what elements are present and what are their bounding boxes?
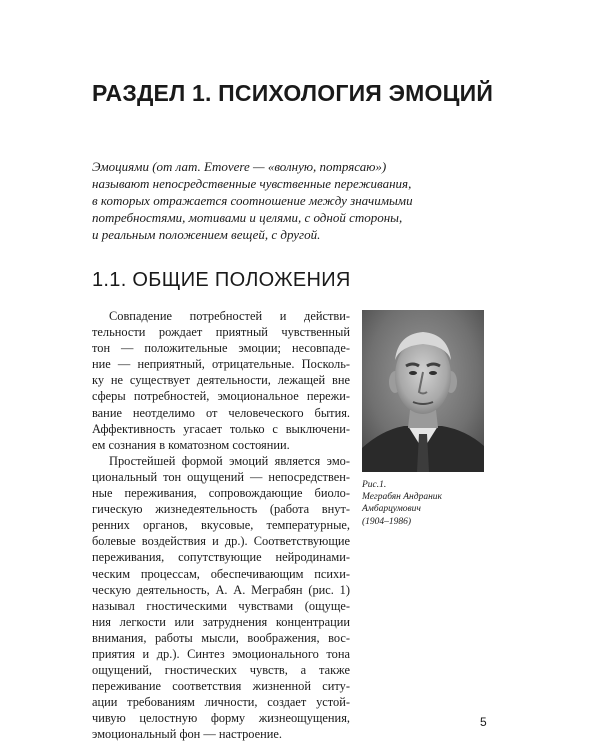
body-line: Аффективность угасает только с выключени-	[92, 421, 350, 436]
body-line: чивую целостную форму жизнеощущения,	[92, 711, 350, 726]
body-line: тельности рождает приятный чувственный	[92, 325, 350, 340]
body-line: Простейшей формой эмоций является эмо-	[109, 453, 350, 468]
body-line: Совпадение потребностей и действи-	[109, 309, 350, 323]
chapter-title: РАЗДЕЛ 1. ПСИХОЛОГИЯ ЭМОЦИЙ	[92, 80, 494, 106]
epigraph-line: в которых отражается соотношение между значимыми	[92, 193, 413, 208]
section-title: 1.1. ОБЩИЕ ПОЛОЖЕНИЯ	[92, 269, 351, 291]
body-line: ем сознания в коматозном состоянии.	[92, 437, 290, 452]
body-line: ации требованиям личности, создает устой-	[92, 695, 350, 710]
body-line: ренних органов, вкусовые, температурные,	[92, 518, 350, 533]
body-line: ные переживания, сопровождающие биоло-	[92, 486, 350, 501]
body-line: переживания, сопутствующие нейродинами-	[92, 550, 350, 565]
caption-line: Рис.1.	[362, 480, 387, 490]
body-line: циональный тон ощущений — непосредствен-	[92, 469, 350, 484]
body-line: приятия и др.). Синтез эмоционального тона	[92, 646, 350, 661]
epigraph-line: Эмоциями (от лат. Emovere — «волную, потрясаю»)	[92, 159, 387, 174]
body-line: болевые воздействия и др.). Соответствующие	[92, 534, 350, 549]
body-line: ния легкости или затруднения концентрации	[92, 614, 350, 629]
caption-line: Амбарцумович	[362, 504, 421, 515]
body-line: внимания, работы мысли, воображения, вос-	[92, 630, 350, 645]
epigraph-line: называют непосредственные чувственные переживания,	[92, 176, 412, 191]
body-line: ощущений, гностических чувств, а также	[92, 663, 350, 678]
caption-line: Меграбян Андраник	[362, 492, 442, 503]
epigraph	[92, 158, 432, 243]
body-line: эмоциональный фон — настроение.	[92, 727, 282, 742]
body-line: ческую деятельность, А. А. Меграбян (рис. 1)	[92, 582, 350, 597]
figure-caption	[362, 479, 492, 528]
epigraph-line: и реальным положением вещей, с другой.	[92, 227, 321, 242]
body-line: тон — положительные эмоции; несовпаде-	[92, 341, 350, 356]
body-line: ние — неприятный, отрицательные. Посколь-	[92, 357, 350, 372]
body-line: гическую жизнедеятельность (работа внут-	[92, 502, 350, 517]
portrait-photo	[362, 310, 484, 472]
body-line: вание неотделимо от человеческого бытия.	[92, 405, 350, 420]
body-line: переживание соответствия жизненной ситу-	[92, 679, 350, 694]
portrait-illustration	[362, 310, 484, 472]
body-line: сферы потребностей, эмоциональное пережи-	[92, 389, 350, 404]
body-line: ческим процессам, обеспечивающим психи-	[92, 566, 350, 581]
body-line: называл гностическими чувствами (ощуще-	[92, 598, 350, 613]
page-number: 5	[480, 715, 487, 729]
caption-line: (1904–1986)	[362, 516, 412, 527]
body-text	[92, 308, 350, 743]
body-line: ку не существует деятельности, лежащей вне	[92, 373, 350, 388]
epigraph-line: потребностями, мотивами и целями, с одной стороны,	[92, 210, 403, 225]
